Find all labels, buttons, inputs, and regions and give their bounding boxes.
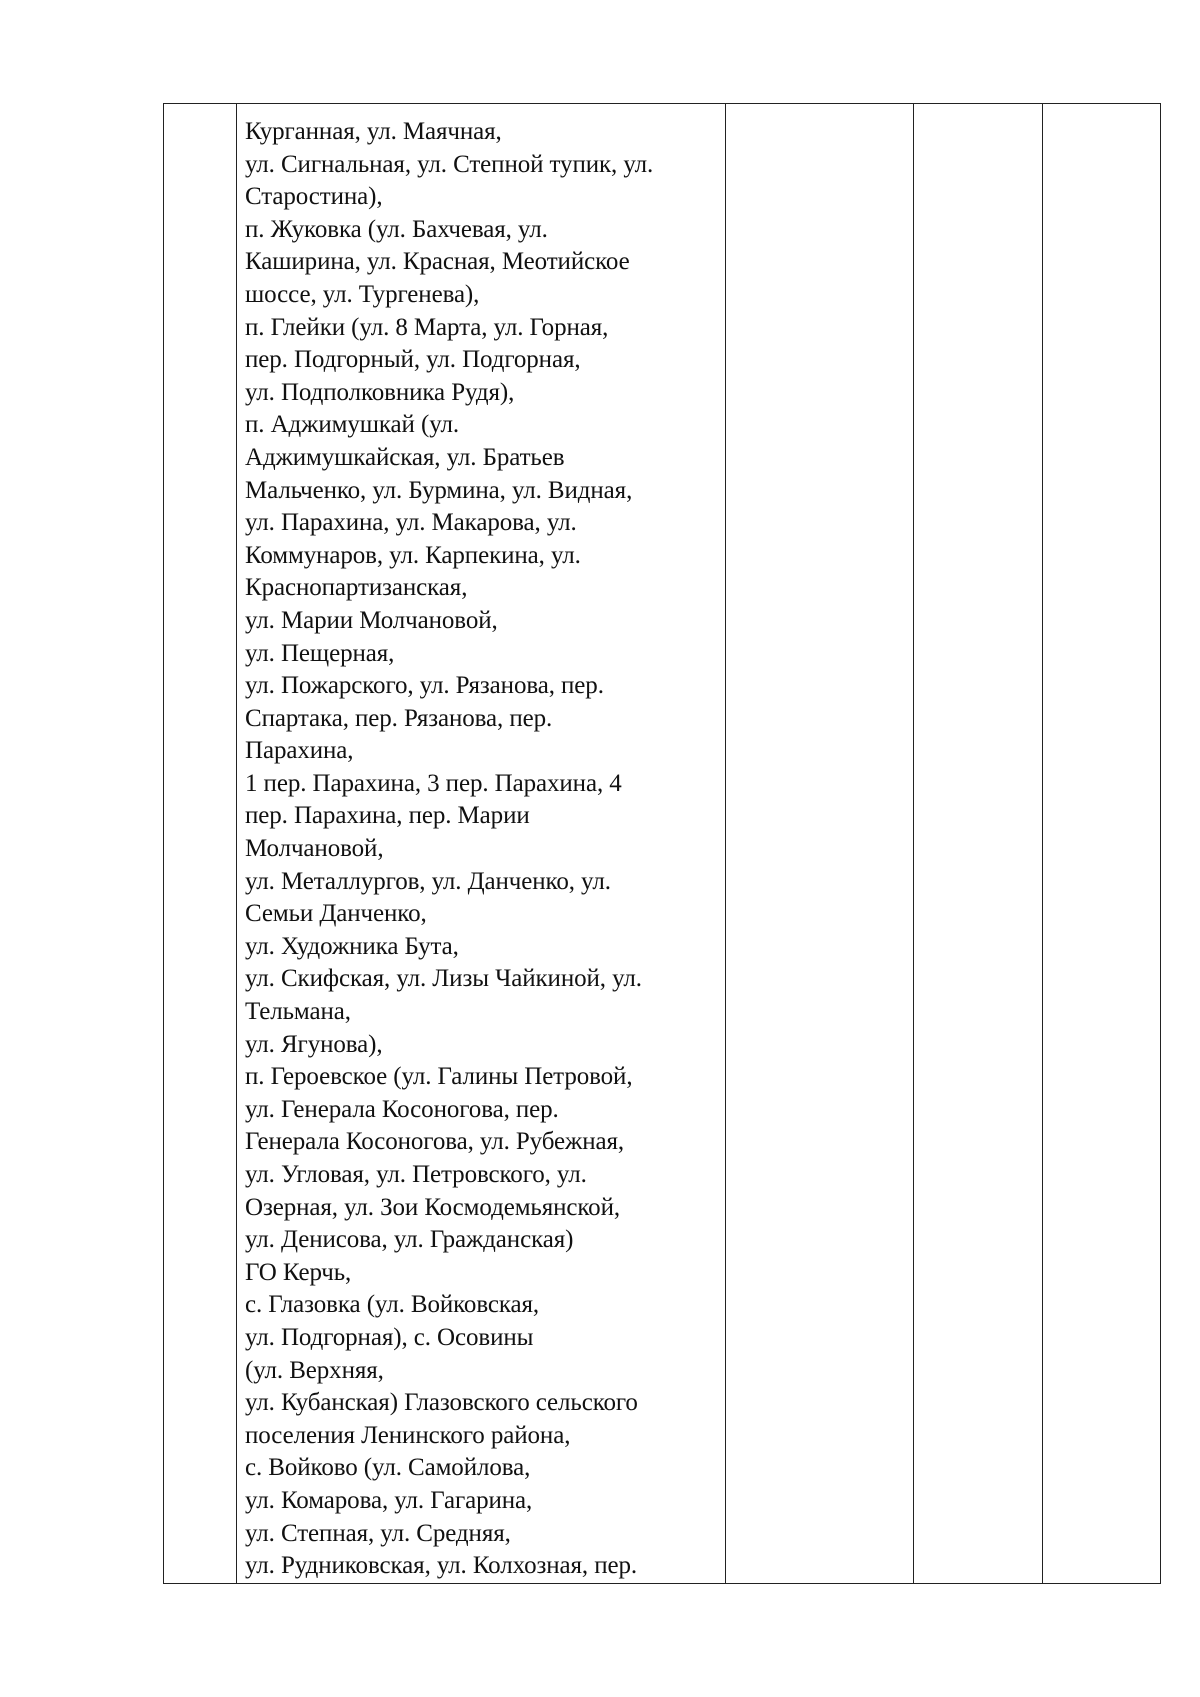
address-text <box>237 104 725 1583</box>
address-line: Молчановой, <box>245 835 384 863</box>
address-line: (ул. Верхняя, <box>245 1356 384 1384</box>
empty-cell-5 <box>1043 104 1161 1584</box>
address-line: с. Войково (ул. Самойлова, <box>245 1454 531 1482</box>
address-line: с. Глазовка (ул. Войковская, <box>245 1291 540 1319</box>
address-line: ул. Пожарского, ул. Рязанова, пер. <box>245 672 604 700</box>
address-line: ул. Сигнальная, ул. Степной тупик, ул. <box>245 150 654 178</box>
address-line: п. Жуковка (ул. Бахчевая, ул. <box>245 215 548 243</box>
address-line: ул. Генерала Косоногова, пер. <box>245 1095 559 1123</box>
address-line: поселения Ленинского района, <box>245 1421 571 1449</box>
table-row <box>164 104 1161 1584</box>
address-line: п. Героевское (ул. Галины Петровой, <box>245 1063 633 1091</box>
address-line: Курганная, ул. Маячная, <box>245 118 502 145</box>
address-line: ул. Художника Бута, <box>245 932 459 960</box>
address-line: Семьи Данченко, <box>245 900 427 928</box>
document-table <box>163 103 1161 1584</box>
address-line: Краснопартизанская, <box>245 574 468 602</box>
address-line: ул. Денисова, ул. Гражданская) <box>245 1226 574 1254</box>
address-line: ГО Керчь, <box>245 1258 352 1286</box>
address-line: ул. Подгорная), с. Осовины <box>245 1323 534 1351</box>
address-line: Старостина), <box>245 183 383 211</box>
address-line: Парахина, <box>245 737 354 765</box>
address-line: Спартака, пер. Рязанова, пер. <box>245 704 553 732</box>
address-line: ул. Скифская, ул. Лизы Чайкиной, ул. <box>245 965 642 993</box>
address-line: ул. Кубанская) Глазовского сельского <box>245 1389 638 1417</box>
address-cell <box>237 104 726 1584</box>
empty-cell-4 <box>914 104 1043 1584</box>
address-line: Коммунаров, ул. Карпекина, ул. <box>245 541 581 569</box>
address-line: ул. Рудниковская, ул. Колхозная, пер. <box>245 1552 638 1580</box>
address-line: Тельмана, <box>245 998 351 1026</box>
empty-cell-3 <box>726 104 914 1584</box>
address-line: ул. Подполковника Рудя), <box>245 378 515 406</box>
address-line: Аджимушкайская, ул. Братьев <box>245 443 565 471</box>
address-line: шоссе, ул. Тургенева), <box>245 280 480 308</box>
address-line: ул. Марии Молчановой, <box>245 606 498 634</box>
address-line: ул. Пещерная, <box>245 639 395 667</box>
address-line: ул. Металлургов, ул. Данченко, ул. <box>245 867 611 895</box>
address-line: ул. Угловая, ул. Петровского, ул. <box>245 1161 587 1188</box>
address-line: п. Аджимушкай (ул. <box>245 411 460 439</box>
address-line: Мальченко, ул. Бурмина, ул. Видная, <box>245 476 633 504</box>
address-line: 1 пер. Парахина, 3 пер. Парахина, 4 <box>245 769 622 797</box>
address-line: ул. Ягунова), <box>245 1030 383 1058</box>
address-line: пер. Парахина, пер. Марии <box>245 802 530 830</box>
address-line: пер. Подгорный, ул. Подгорная, <box>245 346 581 374</box>
address-line: ул. Парахина, ул. Макарова, ул. <box>245 509 577 537</box>
address-line: Каширина, ул. Красная, Меотийское <box>245 248 630 276</box>
address-line: п. Глейки (ул. 8 Марта, ул. Горная, <box>245 313 609 341</box>
number-cell <box>164 104 237 1584</box>
address-line: Озерная, ул. Зои Космодемьянской, <box>245 1193 620 1221</box>
address-line: ул. Степная, ул. Средняя, <box>245 1519 511 1547</box>
address-line: Генерала Косоногова, ул. Рубежная, <box>245 1128 625 1156</box>
address-line: ул. Комарова, ул. Гагарина, <box>245 1486 533 1514</box>
